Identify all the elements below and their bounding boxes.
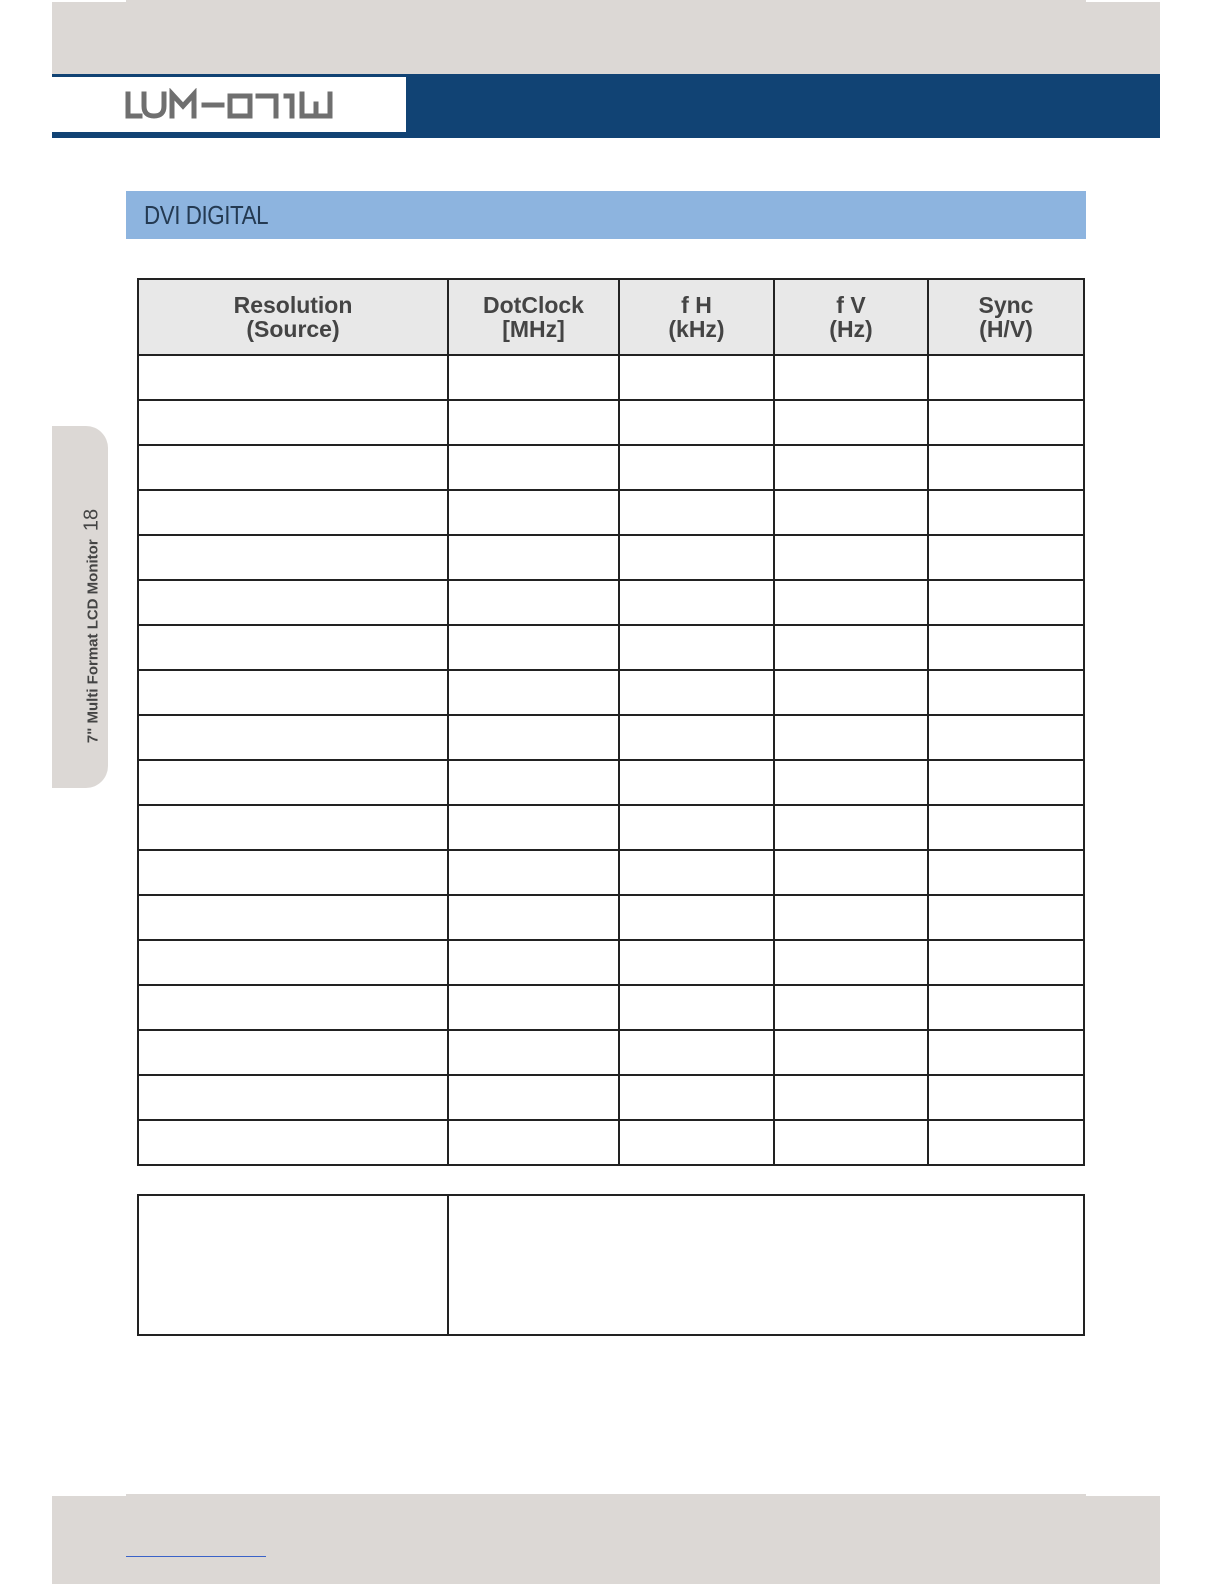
table-cell — [138, 580, 448, 625]
table-cell — [448, 490, 619, 535]
table-cell — [619, 760, 774, 805]
table-cell — [774, 985, 928, 1030]
table-cell — [138, 715, 448, 760]
table-cell — [928, 535, 1084, 580]
table-row — [138, 490, 1084, 535]
table-cell — [928, 1075, 1084, 1120]
column-header-resolution — [138, 279, 448, 355]
table-cell — [928, 625, 1084, 670]
table-cell — [448, 445, 619, 490]
table-cell — [138, 1120, 448, 1165]
table-cell — [138, 760, 448, 805]
top-band-edge-right — [1086, 0, 1160, 2]
table-row — [138, 760, 1084, 805]
table-cell — [138, 445, 448, 490]
table-cell — [448, 715, 619, 760]
table-cell — [619, 985, 774, 1030]
table-row — [138, 355, 1084, 400]
table-cell — [138, 535, 448, 580]
table-cell — [774, 715, 928, 760]
table-cell — [619, 670, 774, 715]
table-cell — [619, 580, 774, 625]
table-cell — [928, 760, 1084, 805]
table-cell — [619, 715, 774, 760]
notes-content-cell — [448, 1195, 1084, 1335]
table-cell — [774, 850, 928, 895]
table-cell — [774, 760, 928, 805]
table-cell — [619, 355, 774, 400]
table-row — [138, 895, 1084, 940]
table-cell — [619, 625, 774, 670]
table-cell — [138, 850, 448, 895]
table-row — [138, 1030, 1084, 1075]
table-row — [138, 850, 1084, 895]
notes-table — [137, 1194, 1085, 1336]
table-cell — [448, 355, 619, 400]
table-cell — [138, 625, 448, 670]
table-row — [138, 1075, 1084, 1120]
table-cell — [774, 625, 928, 670]
timing-table — [137, 278, 1085, 1166]
table-cell — [928, 445, 1084, 490]
top-gray-band — [52, 0, 1160, 76]
side-tab-text — [81, 509, 104, 743]
bottom-gray-band — [52, 1494, 1160, 1584]
table-cell — [138, 805, 448, 850]
table-cell — [774, 535, 928, 580]
table-cell — [448, 850, 619, 895]
table-cell — [774, 670, 928, 715]
footer-link-underline[interactable] — [126, 1556, 266, 1557]
table-cell — [619, 1030, 774, 1075]
table-row — [138, 535, 1084, 580]
column-header-line2: (kHz) — [668, 316, 725, 342]
table-cell — [619, 445, 774, 490]
table-cell — [138, 1075, 448, 1120]
table-cell — [774, 490, 928, 535]
table-cell — [774, 400, 928, 445]
table-cell — [928, 1120, 1084, 1165]
table-cell — [928, 490, 1084, 535]
column-header-line2: [MHz] — [502, 316, 565, 342]
table-cell — [138, 355, 448, 400]
table-cell — [619, 1075, 774, 1120]
column-header-sync — [928, 279, 1084, 355]
table-cell — [928, 580, 1084, 625]
table-cell — [774, 355, 928, 400]
table-cell — [928, 1030, 1084, 1075]
table-row — [138, 715, 1084, 760]
notes-label-cell — [138, 1195, 448, 1335]
bottom-band-edge-right — [1086, 1494, 1160, 1496]
table-body — [138, 355, 1084, 1165]
column-header-line1: f H — [681, 292, 712, 318]
table-cell — [774, 1120, 928, 1165]
table-cell — [928, 895, 1084, 940]
table-row — [138, 805, 1084, 850]
table-cell — [448, 535, 619, 580]
table-cell — [448, 1120, 619, 1165]
table-cell — [928, 850, 1084, 895]
column-header-line1: Resolution — [233, 292, 353, 318]
table-header-row — [138, 279, 1084, 355]
column-header-line1: f V — [836, 292, 866, 318]
table-cell — [928, 355, 1084, 400]
table-cell — [138, 400, 448, 445]
table-row — [138, 670, 1084, 715]
table-cell — [448, 985, 619, 1030]
column-header-line1: DotClock — [483, 292, 584, 318]
table-cell — [448, 670, 619, 715]
table-cell — [928, 805, 1084, 850]
table-cell — [774, 805, 928, 850]
table-cell — [619, 535, 774, 580]
table-cell — [928, 940, 1084, 985]
table-cell — [619, 400, 774, 445]
table-cell — [774, 940, 928, 985]
table-row — [138, 445, 1084, 490]
table-row — [138, 1120, 1084, 1165]
table-cell — [138, 490, 448, 535]
table-row — [138, 625, 1084, 670]
table-cell — [448, 1030, 619, 1075]
table-cell — [619, 940, 774, 985]
table-cell — [774, 580, 928, 625]
table-cell — [619, 895, 774, 940]
table-cell — [774, 1030, 928, 1075]
table-cell — [448, 400, 619, 445]
table-cell — [774, 445, 928, 490]
table-cell — [619, 850, 774, 895]
column-header-line2: (Hz) — [829, 316, 873, 342]
section-header-bar — [126, 191, 1086, 239]
side-tab-label: 7" Multi Format LCD Monitor — [84, 539, 102, 744]
column-header-fv — [774, 279, 928, 355]
table-cell — [448, 760, 619, 805]
table-cell — [774, 895, 928, 940]
column-header-line2: (H/V) — [979, 316, 1033, 342]
header-bar — [52, 74, 1160, 138]
table-cell — [138, 940, 448, 985]
table-row — [138, 400, 1084, 445]
table-cell — [138, 895, 448, 940]
notes-row — [138, 1195, 1084, 1335]
page-number: 18 — [80, 508, 103, 532]
table-row — [138, 985, 1084, 1030]
bottom-band-edge-left — [52, 1494, 126, 1496]
table-cell — [448, 940, 619, 985]
table-cell — [138, 985, 448, 1030]
table-cell — [138, 1030, 448, 1075]
column-header-line2: (Source) — [246, 316, 340, 342]
top-band-edge-left — [52, 0, 126, 2]
table-cell — [448, 580, 619, 625]
table-cell — [774, 1075, 928, 1120]
table-row — [138, 580, 1084, 625]
table-cell — [928, 670, 1084, 715]
column-header-dotclock — [448, 279, 619, 355]
table-cell — [928, 400, 1084, 445]
table-cell — [928, 715, 1084, 760]
table-cell — [619, 805, 774, 850]
table-cell — [448, 895, 619, 940]
table-cell — [138, 670, 448, 715]
table-cell — [928, 985, 1084, 1030]
table-cell — [448, 805, 619, 850]
table-row — [138, 940, 1084, 985]
table-cell — [448, 625, 619, 670]
table-cell — [619, 490, 774, 535]
section-title: DVI DIGITAL — [144, 200, 269, 230]
table-cell — [619, 1120, 774, 1165]
logo-box — [52, 77, 406, 135]
column-header-line1: Sync — [978, 292, 1034, 318]
table-cell — [448, 1075, 619, 1120]
lvm-071w-logo — [122, 88, 362, 122]
column-header-fh — [619, 279, 774, 355]
